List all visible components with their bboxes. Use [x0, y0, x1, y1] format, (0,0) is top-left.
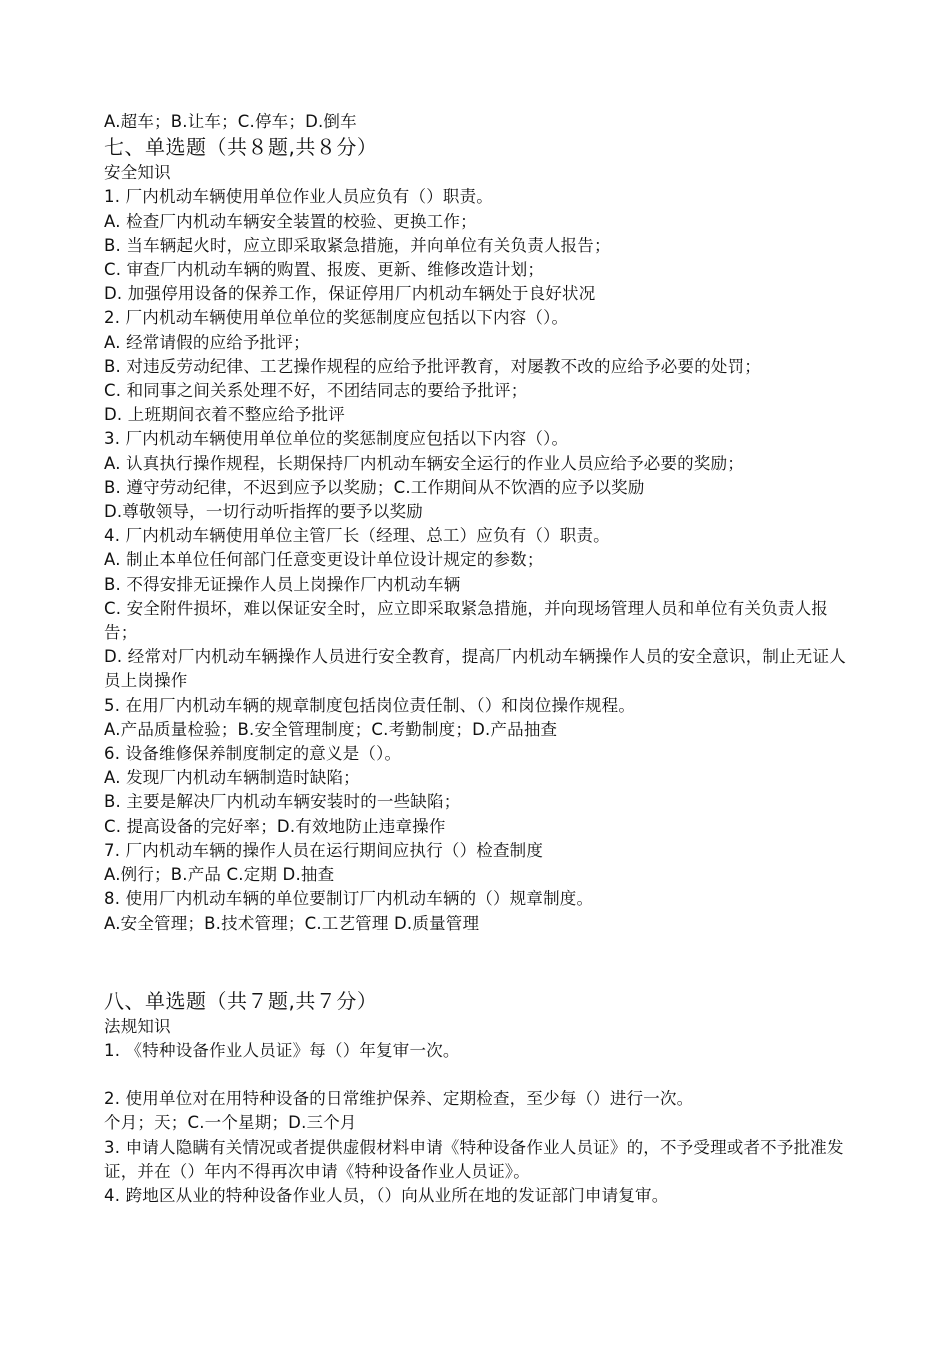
question-line: 2. 使用单位对在用特种设备的日常维护保养、定期检查，至少每（）进行一次。	[104, 1089, 694, 1109]
option-line: C. 提高设备的完好率；D.有效地防止违章操作	[104, 816, 446, 836]
document-content	[104, 110, 864, 1208]
question-line: 8. 使用厂内机动车辆的单位要制订厂内机动车辆的（）规章制度。	[104, 889, 594, 909]
section-7-body	[104, 185, 864, 935]
option-line: D. 经常对厂内机动车辆操作人员进行安全教育，提高厂内机动车辆操作人员的安全意识，制止无证人员上岗操作	[104, 647, 846, 691]
options-line: A.超车；B.让车；C.停车；D.倒车	[104, 112, 357, 131]
option-line: C. 安全附件损坏，难以保证安全时，应立即采取紧急措施，并向现场管理人员和单位有关负责人报告；	[104, 598, 829, 643]
option-line: A. 经常请假的应给予批评；	[104, 332, 310, 352]
question-line: 3. 申请人隐瞒有关情况或者提供虚假材料申请《特种设备作业人员证》的，不予受理或者不予批准发证，并在（）年内不得再次申请《特种设备作业人员证》。	[104, 1137, 844, 1181]
option-line: A. 认真执行操作规程，长期保持厂内机动车辆安全运行的作业人员应给予必要的奖励；	[104, 453, 744, 473]
question-line: 5. 在用厂内机动车辆的规章制度包括岗位责任制、（）和岗位操作规程。	[104, 695, 636, 715]
option-line: D. 加强停用设备的保养工作，保证停用厂内机动车辆处于良好状况	[104, 284, 596, 304]
section-subtitle-8: 法规知识	[104, 1016, 171, 1036]
option-line: A. 制止本单位任何部门任意变更设计单位设计规定的参数；	[104, 550, 544, 570]
option-line: B. 当车辆起火时，应立即采取紧急措施，并向单位有关负责人报告；	[104, 235, 611, 255]
question-line: 2. 厂内机动车辆使用单位单位的奖惩制度应包括以下内容（）。	[104, 308, 569, 328]
section-heading-8: 八、单选题（共７题,共７分）	[104, 988, 378, 1013]
option-line: D. 上班期间衣着不整应给予批评	[104, 405, 345, 425]
option-line: D.尊敬领导，一切行动听指挥的要予以奖励	[104, 502, 423, 522]
option-line: 个月；天；C.一个星期；D.三个月	[104, 1113, 357, 1133]
option-line: A.例行；B.产品 C.定期 D.抽查	[104, 865, 335, 885]
question-line: 7. 厂内机动车辆的操作人员在运行期间应执行（）检查制度	[104, 840, 544, 860]
blank-line	[104, 1063, 864, 1087]
option-line: B. 对违反劳动纪律、工艺操作规程的应给予批评教育，对屡教不改的应给予必要的处罚；	[104, 356, 762, 376]
option-line: C. 和同事之间关系处理不好，不团结同志的要给予批评；	[104, 381, 528, 401]
option-line: A. 检查厂内机动车辆安全装置的校验、更换工作；	[104, 211, 477, 231]
question-line: 1. 厂内机动车辆使用单位作业人员应负有（）职责。	[104, 187, 493, 207]
section-heading-7: 七、单选题（共８题,共８分）	[104, 135, 378, 160]
option-line: B. 遵守劳动纪律，不迟到应予以奖励；C.工作期间从不饮酒的应予以奖励	[104, 477, 645, 497]
question-line: 4. 跨地区从业的特种设备作业人员，（）向从业所在地的发证部门申请复审。	[104, 1185, 669, 1205]
option-line: A.安全管理；B.技术管理；C.工艺管理 D.质量管理	[104, 913, 480, 933]
question-line: 4. 厂内机动车辆使用单位主管厂长（经理、总工）应负有（）职责。	[104, 526, 610, 546]
option-line: C. 审查厂内机动车辆的购置、报废、更新、维修改造计划；	[104, 260, 545, 280]
question-line: 6. 设备维修保养制度制定的意义是（）。	[104, 744, 402, 764]
question-line: 1. 《特种设备作业人员证》每（）年复审一次。	[104, 1040, 460, 1060]
option-line: B. 不得安排无证操作人员上岗操作厂内机动车辆	[104, 574, 461, 594]
section-subtitle-7: 安全知识	[104, 163, 171, 183]
section-gap	[104, 936, 864, 988]
question-line: 3. 厂内机动车辆使用单位单位的奖惩制度应包括以下内容（）。	[104, 429, 569, 449]
option-line: B. 主要是解决厂内机动车辆安装时的一些缺陷；	[104, 792, 461, 812]
option-line: A. 发现厂内机动车辆制造时缺陷；	[104, 768, 360, 788]
option-line: A.产品质量检验；B.安全管理制度；C.考勤制度；D.产品抽查	[104, 719, 558, 739]
